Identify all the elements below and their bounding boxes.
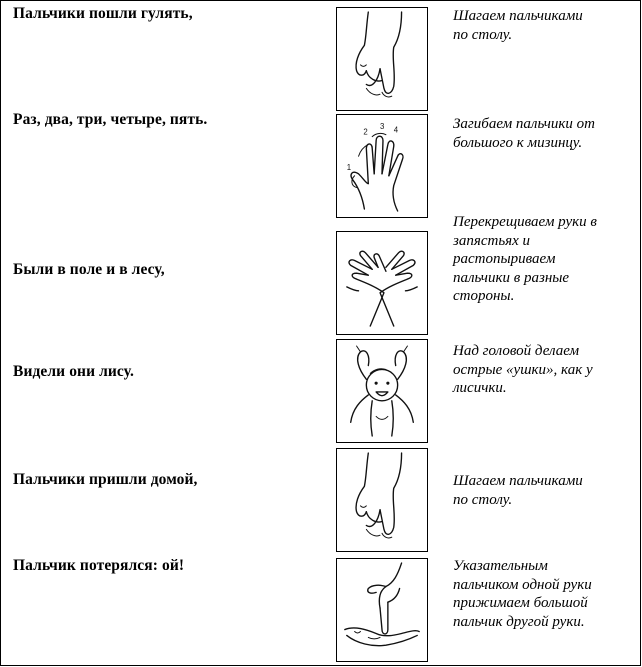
finger-number: 1 xyxy=(346,162,352,172)
verse-line-6: Пальчик потерялся: ой! xyxy=(13,557,185,574)
finger-number: 2 xyxy=(363,127,368,137)
verse-line-4: Видели они лису. xyxy=(13,363,134,380)
action-line: Загибаем пальчики от xyxy=(453,116,595,132)
action-line: лисички. xyxy=(453,380,507,396)
fingers-walking-icon xyxy=(336,7,428,111)
action-line: Шагаем пальчиками xyxy=(453,473,583,489)
action-line: по столу. xyxy=(453,26,513,43)
action-text-6 xyxy=(453,557,639,631)
fox-ears-child-icon xyxy=(336,339,428,443)
action-line: пальчики в разные xyxy=(453,269,570,286)
finger-press-palm-icon xyxy=(336,558,428,662)
action-line: стороны. xyxy=(453,288,515,304)
finger-number: 4 xyxy=(393,125,399,135)
action-line: Перекрещиваем руки в xyxy=(453,214,597,230)
action-line: по столу. xyxy=(453,491,513,508)
action-line: острые «ушки», как у xyxy=(453,361,593,378)
counting-hand-icon xyxy=(336,114,428,218)
verse-line-2: Раз, два, три, четыре, пять. xyxy=(13,111,208,128)
action-text-5 xyxy=(453,472,639,509)
action-text-4 xyxy=(453,342,639,398)
action-line: Шагаем пальчиками xyxy=(453,8,583,24)
action-line: пальчик другой руки. xyxy=(453,613,585,630)
finger-number: 3 xyxy=(380,121,385,131)
verse-line-5: Пальчики пришли домой, xyxy=(13,471,198,488)
crossed-hands-icon xyxy=(336,231,428,335)
action-line: Над головой делаем xyxy=(453,343,580,359)
verse-line-1: Пальчики пошли гулять, xyxy=(13,5,193,22)
action-line: Указательным xyxy=(453,558,548,574)
action-text-3 xyxy=(453,213,639,306)
action-line: прижимаем большой xyxy=(453,595,588,611)
action-line: запястьях и xyxy=(453,232,531,249)
action-line: пальчиком одной руки xyxy=(453,576,592,593)
fingers-walking-icon xyxy=(336,448,428,552)
action-text-1 xyxy=(453,7,639,44)
action-text-2 xyxy=(453,115,639,152)
action-line: растопыриваем xyxy=(453,251,556,267)
verse-line-3: Были в поле и в лесу, xyxy=(13,261,165,278)
action-line: большого к мизинцу. xyxy=(453,134,583,151)
